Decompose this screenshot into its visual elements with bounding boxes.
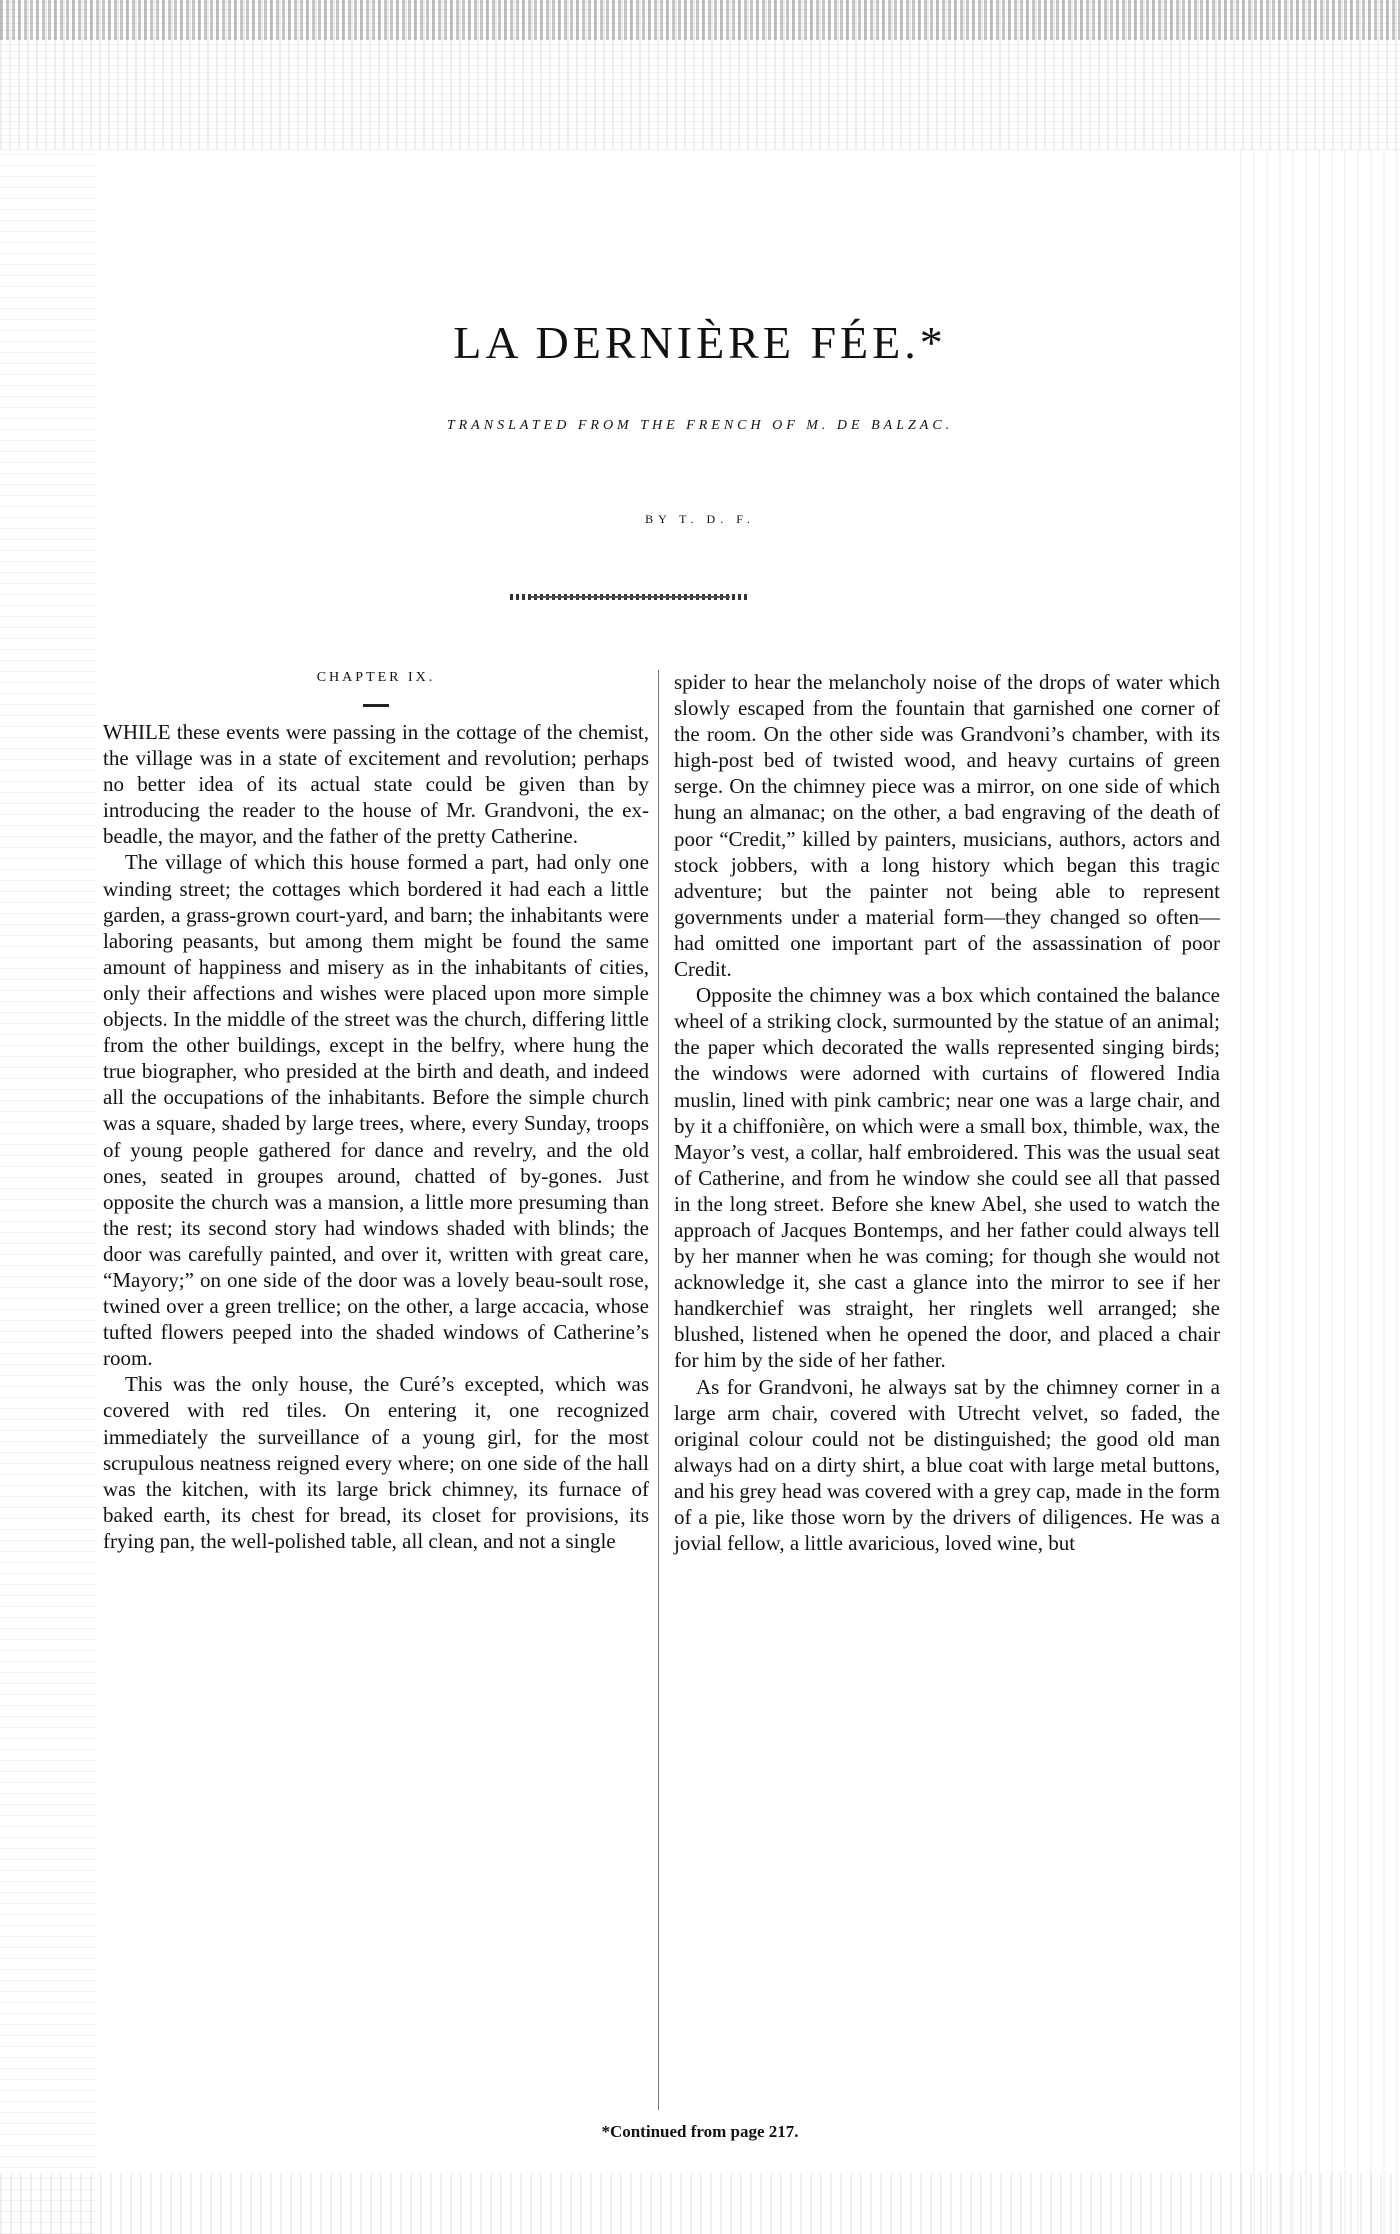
chapter-dash xyxy=(363,704,389,707)
scan-noise-right xyxy=(1240,150,1400,2234)
footnote: *Continued from page 217. xyxy=(601,2122,799,2141)
paragraph: As for Grandvoni, he always sat by the chimney corner in a large arm chair, covered with Utrecht velvet, so faded, the original colour could not be distinguished; the good old man always had on a dirty shirt, a blue coat with large metal buttons, and his grey head was covered with a grey cap, made in the form of a pie, like those worn by the drivers of diligences. He was a jovial fellow, a little avaricious, loved wine, but xyxy=(674,1374,1220,1556)
paragraph: This was the only house, the Curé’s excepted, which was covered with red tiles. On entering it, one recognized immediately the surveillance of a young girl, for the most scrupulous neatness reigned every where; on one side of the hall was the kitchen, with its large brick chimney, its furnace of baked earth, its chest for bread, its closet for provisions, its frying pan, the well-polished table, all clean, and not a single xyxy=(103,1372,649,1553)
article-title: LA DERNIÈRE FÉE.* xyxy=(453,317,947,368)
paragraph: WHILE these events were passing in the cottage of the chemist, the village was in a state of excitement and revolution; perhaps no better idea of its actual state could be given than by introducing the reader to the house of Mr. Grandvoni, the ex-beadle, the mayor, and the father of the pretty Catherine. xyxy=(103,720,649,849)
paragraph: Opposite the chimney was a box which contained the balance wheel of a striking clock, surmounted by the statue of an animal; the paper which decorated the walls represented singing birds; the windows were adorned with curtains of flowered India muslin, lined with pink cambric; near one was a large chair, and by it a chiffonière, on which were a small box, thimble, wax, the Mayor’s vest, a collar, half embroidered. This was the usual seat of Catherine, and from he window she could see all that passed in the long street. Before she knew Abel, she used to watch the approach of Jacques Bontemps, and her father could always tell by her manner when he was coming; for though she would not acknowledge it, she cast a glance into the mirror to see if her handkerchief was straight, her ringlets well arranged; she blushed, listened when he opened the door, and placed a chair for him by the side of her father. xyxy=(674,983,1220,1373)
paragraph: The village of which this house formed a part, had only one winding street; the cottages which bordered it had each a little garden, a grass-grown court-yard, and barn; the inhabitants were laboring peasants, but among them might be found the same amount of happiness and misery as in the inhabitants of cities, only their affections and wishes were placed upon more simple objects. In the middle of the street was the church, differing little from the other buildings, except in the belfry, where hung the true biographer, who presided at the birth and death, and indeed all the occupations of the inhabitants. Before the simple church was a square, shaded by large trees, where, every Sunday, troops of young people gathered for dance and revelry, and the old ones, seated in groupes around, chatted of by-gones. Just opposite the church was a mansion, a little more presuming than the rest; its second story had windows shaded with blinds; the door was carefully painted, and over it, written with great care, “Mayory;” on one side of the door was a lovely beau-soult rose, twined over a green trellice; on the other, a large accacia, whose tufted flowers peeped into the shaded windows of Catherine’s room. xyxy=(103,850,649,1371)
scan-noise-left xyxy=(0,150,95,2234)
article-byline: BY T. D. F. xyxy=(645,512,755,526)
ornament-divider xyxy=(510,594,750,600)
chapter-heading: CHAPTER IX. xyxy=(316,670,436,685)
scan-noise-bottom xyxy=(0,2174,1400,2234)
scan-noise-top xyxy=(0,0,1400,150)
paragraph: spider to hear the melancholy noise of the drops of water which slowly escaped from the fountain that garnished one corner of the room. On the other side was Grandvoni’s chamber, with its high-post bed of twisted wood, and heavy curtains of green serge. On the chimney piece was a mirror, on one side of which hung an almanac; on the other, a bad engraving of the death of poor “Credit,” killed by painters, musicians, authors, actors and stock jobbers, with a long history which began this tragic adventure; but the painter not being able to represent governments under a material form—they changed so often—had omitted one important part of the assassination of poor Credit. xyxy=(674,670,1220,982)
article-subtitle: TRANSLATED FROM THE FRENCH OF M. DE BALZAC. xyxy=(446,418,954,433)
left-column xyxy=(103,666,649,1554)
column-rule xyxy=(658,670,659,2110)
right-column xyxy=(674,669,1220,1556)
